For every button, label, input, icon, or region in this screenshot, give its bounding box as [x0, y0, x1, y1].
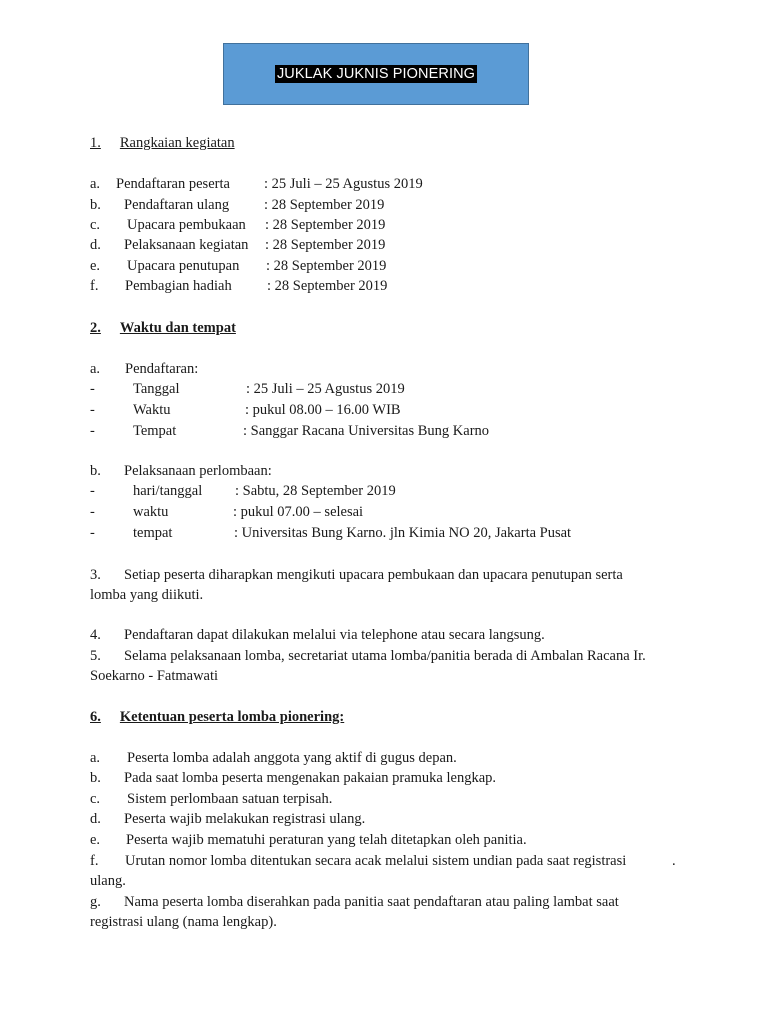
- item-mark: d.: [90, 237, 101, 253]
- list-item: [90, 196, 101, 214]
- item-value: : 28 September 2019: [265, 237, 386, 253]
- sub-label: Pelaksanaan perlombaan:: [124, 463, 272, 479]
- item-value: : Sanggar Racana Universitas Bung Karno: [243, 423, 490, 439]
- item-mark: b.: [90, 197, 101, 213]
- item-mark: d.: [90, 811, 101, 827]
- section-3-line2: lomba yang diikuti.: [90, 587, 204, 603]
- dash-mark: -: [90, 483, 95, 499]
- item-value: : 25 Juli – 25 Agustus 2019: [246, 381, 405, 397]
- item-text: Sistem perlombaan satuan terpisah.: [127, 791, 333, 807]
- item-mark: e.: [90, 258, 101, 274]
- section-5-number: 5.: [90, 648, 101, 664]
- trailing-dot: .: [672, 853, 676, 869]
- document-title: JUKLAK JUKNIS PIONERING: [276, 66, 476, 82]
- sub-mark: b.: [90, 463, 101, 479]
- list-item: [90, 236, 101, 254]
- dash-mark: -: [90, 402, 95, 418]
- heading-text: Rangkaian kegiatan: [119, 135, 235, 151]
- item-mark: c.: [90, 217, 101, 233]
- section-5-line1: Selama pelaksanaan lomba, secretariat utama lomba/panitia berada di Ambalan Racana Ir.: [124, 648, 646, 664]
- item-continuation: registrasi ulang (nama lengkap).: [90, 914, 277, 930]
- item-mark: e.: [90, 832, 101, 848]
- item-value: : 28 September 2019: [266, 258, 387, 274]
- section-5-line2: Soekarno - Fatmawati: [90, 668, 219, 684]
- item-text: Pada saat lomba peserta mengenakan pakaian pramuka lengkap.: [124, 770, 497, 786]
- item-text: Urutan nomor lomba ditentukan secara acak melalui sistem undian pada saat registrasi: [125, 853, 627, 869]
- section-number: 2.: [90, 320, 101, 336]
- list-item: [90, 175, 100, 193]
- list-item: [90, 257, 100, 275]
- section-4-text: Pendaftaran dapat dilakukan melalui via telephone atau secara langsung.: [124, 627, 545, 643]
- item-label: tempat: [133, 525, 173, 541]
- section-number: 1.: [90, 135, 101, 151]
- section-number: 6.: [90, 709, 101, 725]
- dash-mark: -: [90, 423, 95, 439]
- dash-mark: -: [90, 525, 95, 541]
- item-value: : pukul 07.00 – selesai: [233, 504, 364, 520]
- item-mark: c.: [90, 791, 101, 807]
- item-label: Tanggal: [133, 381, 180, 397]
- item-label: Upacara penutupan: [127, 258, 240, 274]
- item-label: hari/tanggal: [133, 483, 203, 499]
- item-label: Pelaksanaan kegiatan: [124, 237, 249, 253]
- item-text: Nama peserta lomba diserahkan pada panitia saat pendaftaran atau paling lambat saat: [124, 894, 619, 910]
- sub-label: Pendaftaran:: [125, 361, 199, 377]
- list-item: [90, 216, 100, 234]
- dash-mark: -: [90, 504, 95, 520]
- item-value: : pukul 08.00 – 16.00 WIB: [245, 402, 401, 418]
- item-value: : 28 September 2019: [264, 197, 385, 213]
- item-value: : Sabtu, 28 September 2019: [235, 483, 396, 499]
- sub-mark: a.: [90, 361, 101, 377]
- item-value: : 25 Juli – 25 Agustus 2019: [264, 176, 423, 192]
- section-4-number: 4.: [90, 627, 101, 643]
- dash-mark: -: [90, 381, 95, 397]
- item-mark: f.: [90, 278, 99, 294]
- section-3-line1: Setiap peserta diharapkan mengikuti upacara pembukaan dan upacara penutupan serta: [124, 567, 623, 583]
- heading-text: Ketentuan peserta lomba pionering:: [119, 709, 345, 725]
- item-mark: a.: [90, 176, 101, 192]
- section-6-heading: [90, 708, 344, 726]
- item-mark: g.: [90, 894, 101, 910]
- title-box: [223, 43, 529, 105]
- item-value: : Universitas Bung Karno. jln Kimia NO 20, Jakarta Pusat: [234, 525, 572, 541]
- item-mark: f.: [90, 853, 99, 869]
- list-item: [90, 277, 98, 295]
- item-mark: a.: [90, 750, 101, 766]
- item-mark: b.: [90, 770, 101, 786]
- item-label: Pendaftaran ulang: [124, 197, 230, 213]
- item-text: Peserta wajib mematuhi peraturan yang telah ditetapkan oleh panitia.: [126, 832, 527, 848]
- item-continuation: ulang.: [90, 873, 126, 889]
- item-label: waktu: [133, 504, 169, 520]
- item-value: : 28 September 2019: [265, 217, 386, 233]
- section-2-heading: [90, 319, 236, 337]
- item-label: Pembagian hadiah: [125, 278, 232, 294]
- item-label: Waktu: [133, 402, 171, 418]
- item-label: Pendaftaran peserta: [116, 176, 230, 192]
- item-label: Upacara pembukaan: [127, 217, 246, 233]
- item-text: Peserta wajib melakukan registrasi ulang.: [124, 811, 366, 827]
- section-1-heading: [90, 134, 235, 152]
- section-3-number: 3.: [90, 567, 101, 583]
- item-label: Tempat: [133, 423, 177, 439]
- heading-text: Waktu dan tempat: [119, 320, 236, 336]
- item-value: : 28 September 2019: [267, 278, 388, 294]
- item-text: Peserta lomba adalah anggota yang aktif di gugus depan.: [127, 750, 457, 766]
